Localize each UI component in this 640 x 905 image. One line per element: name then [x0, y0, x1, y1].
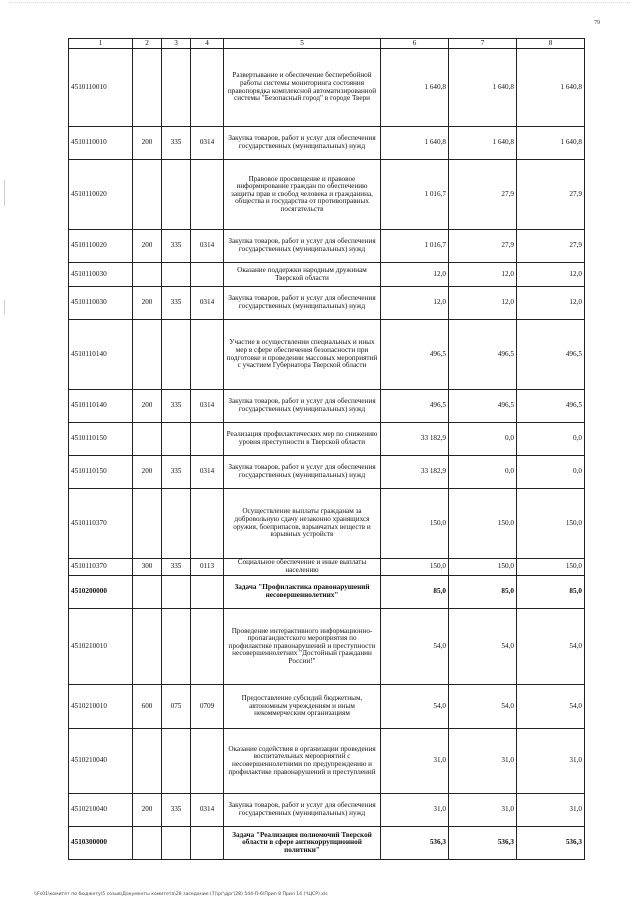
- row-vr-code: 200: [133, 390, 162, 423]
- row-code: 4510110010: [69, 49, 133, 127]
- row-rz-code: [162, 423, 191, 456]
- row-description: Предоставление субсидий бюджетным, автономным учреждениям и иным некоммерческим организациям: [224, 685, 381, 729]
- row-rz-code: 335: [162, 559, 191, 576]
- row-amount-1: 1 016,7: [381, 230, 449, 263]
- row-vr-code: [133, 320, 162, 390]
- row-vr-code: [133, 609, 162, 685]
- row-code: 4510110370: [69, 489, 133, 559]
- row-pr-code: 0314: [191, 390, 224, 423]
- row-amount-3: 496,5: [517, 390, 585, 423]
- table-row: [69, 320, 585, 390]
- row-pr-code: [191, 320, 224, 390]
- row-description: Оказание поддержки народным дружинам Тверской области: [224, 263, 381, 287]
- row-rz-code: [162, 263, 191, 287]
- row-amount-3: 1 640,8: [517, 127, 585, 160]
- row-vr-code: 600: [133, 685, 162, 729]
- row-amount-3: 0,0: [517, 423, 585, 456]
- row-amount-3: 31,0: [517, 794, 585, 827]
- table-row: [69, 827, 585, 860]
- row-pr-code: [191, 729, 224, 794]
- row-amount-2: 54,0: [449, 685, 517, 729]
- row-amount-3: 1 640,8: [517, 49, 585, 127]
- row-pr-code: 0314: [191, 127, 224, 160]
- row-code: 4510200000: [69, 576, 133, 609]
- table-row: [69, 489, 585, 559]
- column-header: 6: [381, 39, 449, 49]
- row-rz-code: [162, 729, 191, 794]
- row-description: Задача "Реализация полномочий Тверской области в сфере антикоррупционной политики": [224, 827, 381, 860]
- row-amount-1: 496,5: [381, 390, 449, 423]
- table-row: [69, 456, 585, 489]
- row-amount-3: 150,0: [517, 559, 585, 576]
- file-path-footer: \\Fs01\комитет по бюджету\5 созыв\Документы комитета\28 заседание (7)\рг\дрг(28) 544-П-6\Прил 8 Прил 14 (ЧЦСР).xls: [34, 892, 328, 897]
- row-rz-code: [162, 576, 191, 609]
- row-code: 4510110020: [69, 160, 133, 230]
- table-header-row: [69, 39, 585, 49]
- left-scan-mark: [4, 180, 5, 206]
- row-amount-2: 536,3: [449, 827, 517, 860]
- row-amount-2: 150,0: [449, 559, 517, 576]
- row-amount-2: 12,0: [449, 287, 517, 320]
- row-vr-code: 200: [133, 127, 162, 160]
- row-rz-code: [162, 609, 191, 685]
- column-header: 3: [162, 39, 191, 49]
- row-code: 4510110030: [69, 263, 133, 287]
- row-vr-code: [133, 576, 162, 609]
- row-pr-code: 0709: [191, 685, 224, 729]
- row-vr-code: 200: [133, 456, 162, 489]
- column-header: 4: [191, 39, 224, 49]
- row-rz-code: 335: [162, 127, 191, 160]
- row-description: Социальное обеспечение и иные выплаты населению: [224, 559, 381, 576]
- row-vr-code: [133, 827, 162, 860]
- column-header: 2: [133, 39, 162, 49]
- row-rz-code: [162, 320, 191, 390]
- row-amount-3: 496,5: [517, 320, 585, 390]
- table-row: [69, 263, 585, 287]
- row-amount-3: 536,3: [517, 827, 585, 860]
- table-row: [69, 423, 585, 456]
- row-code: 4510210010: [69, 685, 133, 729]
- table-row: [69, 729, 585, 794]
- row-description: Закупка товаров, работ и услуг для обеспечения государственных (муниципальных) нужд: [224, 456, 381, 489]
- row-code: 4510300000: [69, 827, 133, 860]
- row-description: Закупка товаров, работ и услуг для обеспечения государственных (муниципальных) нужд: [224, 127, 381, 160]
- row-rz-code: [162, 489, 191, 559]
- row-amount-2: 27,9: [449, 230, 517, 263]
- row-rz-code: 335: [162, 287, 191, 320]
- page-number: 79: [594, 20, 600, 26]
- column-header: 8: [517, 39, 585, 49]
- row-amount-3: 54,0: [517, 685, 585, 729]
- row-pr-code: 0113: [191, 559, 224, 576]
- table-row: [69, 230, 585, 263]
- row-pr-code: [191, 827, 224, 860]
- row-amount-3: 27,9: [517, 230, 585, 263]
- row-amount-2: 27,9: [449, 160, 517, 230]
- row-vr-code: 200: [133, 230, 162, 263]
- row-vr-code: [133, 729, 162, 794]
- table-body: [69, 49, 585, 860]
- column-header: 5: [224, 39, 381, 49]
- row-amount-2: 1 640,8: [449, 127, 517, 160]
- row-rz-code: [162, 827, 191, 860]
- row-pr-code: 0314: [191, 456, 224, 489]
- row-vr-code: [133, 49, 162, 127]
- row-pr-code: [191, 263, 224, 287]
- row-code: 4510110020: [69, 230, 133, 263]
- row-pr-code: [191, 423, 224, 456]
- column-header: 1: [69, 39, 133, 49]
- budget-table: [68, 38, 585, 860]
- row-description: Закупка товаров, работ и услуг для обеспечения государственных (муниципальных) нужд: [224, 390, 381, 423]
- row-vr-code: 200: [133, 794, 162, 827]
- row-code: 4510210040: [69, 729, 133, 794]
- row-amount-1: 33 182,9: [381, 456, 449, 489]
- row-amount-3: 85,0: [517, 576, 585, 609]
- left-scan-mark: [4, 300, 5, 314]
- column-header: 7: [449, 39, 517, 49]
- row-pr-code: [191, 576, 224, 609]
- table-row: [69, 127, 585, 160]
- row-amount-1: 31,0: [381, 729, 449, 794]
- row-amount-1: 12,0: [381, 263, 449, 287]
- row-code: 4510210040: [69, 794, 133, 827]
- row-description: Проведение интерактивного информационно-пропагандистского мероприятия по профилактике правонарушений и преступности несовершеннолетних "Достойный гражданин России!": [224, 609, 381, 685]
- row-amount-2: 1 640,8: [449, 49, 517, 127]
- table-row: [69, 287, 585, 320]
- row-code: 4510210010: [69, 609, 133, 685]
- row-vr-code: [133, 489, 162, 559]
- table-row: [69, 390, 585, 423]
- row-description: Участие в осуществлении специальных и иных мер в сфере обеспечения безопасности при подготовке и проведении массовых мероприятий с участием Губернатора Тверской области: [224, 320, 381, 390]
- row-amount-3: 0,0: [517, 456, 585, 489]
- row-amount-1: 496,5: [381, 320, 449, 390]
- row-rz-code: 335: [162, 230, 191, 263]
- row-vr-code: 300: [133, 559, 162, 576]
- row-amount-1: 536,3: [381, 827, 449, 860]
- row-amount-2: 150,0: [449, 489, 517, 559]
- table-row: [69, 49, 585, 127]
- row-pr-code: 0314: [191, 287, 224, 320]
- row-amount-2: 496,5: [449, 390, 517, 423]
- row-code: 4510110140: [69, 320, 133, 390]
- row-rz-code: 075: [162, 685, 191, 729]
- row-description: Оказание содействия в организации проведения воспитательных мероприятий с несовершеннолетними по предупреждению и профилактике правонарушений и преступлений: [224, 729, 381, 794]
- row-amount-1: 12,0: [381, 287, 449, 320]
- row-amount-3: 27,9: [517, 160, 585, 230]
- table-row: [69, 685, 585, 729]
- row-amount-2: 31,0: [449, 729, 517, 794]
- row-pr-code: 0314: [191, 230, 224, 263]
- row-amount-2: 496,5: [449, 320, 517, 390]
- row-amount-1: 150,0: [381, 489, 449, 559]
- row-amount-2: 0,0: [449, 456, 517, 489]
- top-scan-edge: [10, 2, 630, 7]
- row-description: Развертывание и обеспечение бесперебойной работы системы мониторинга состояния правопорядка комплексной автоматизированной системы "Безопасный город" в городе Твери: [224, 49, 381, 127]
- row-pr-code: [191, 489, 224, 559]
- table-row: [69, 559, 585, 576]
- row-description: Задача "Профилактика правонарушений несовершеннолетних": [224, 576, 381, 609]
- row-amount-3: 54,0: [517, 609, 585, 685]
- row-pr-code: [191, 49, 224, 127]
- table-row: [69, 576, 585, 609]
- row-code: 4510110150: [69, 456, 133, 489]
- row-pr-code: 0314: [191, 794, 224, 827]
- table-row: [69, 609, 585, 685]
- row-code: 4510110010: [69, 127, 133, 160]
- row-description: Закупка товаров, работ и услуг для обеспечения государственных (муниципальных) нужд: [224, 794, 381, 827]
- row-rz-code: 335: [162, 390, 191, 423]
- row-code: 4510110150: [69, 423, 133, 456]
- row-vr-code: [133, 423, 162, 456]
- row-amount-1: 1 640,8: [381, 127, 449, 160]
- row-code: 4510110140: [69, 390, 133, 423]
- row-rz-code: [162, 49, 191, 127]
- table-row: [69, 160, 585, 230]
- row-amount-3: 31,0: [517, 729, 585, 794]
- row-description: Закупка товаров, работ и услуг для обеспечения государственных (муниципальных) нужд: [224, 230, 381, 263]
- row-amount-1: 85,0: [381, 576, 449, 609]
- table-row: [69, 794, 585, 827]
- row-code: 4510110370: [69, 559, 133, 576]
- row-amount-2: 0,0: [449, 423, 517, 456]
- row-amount-1: 31,0: [381, 794, 449, 827]
- row-vr-code: [133, 160, 162, 230]
- row-vr-code: 200: [133, 287, 162, 320]
- row-amount-2: 12,0: [449, 263, 517, 287]
- row-pr-code: [191, 160, 224, 230]
- row-amount-1: 54,0: [381, 609, 449, 685]
- row-rz-code: 335: [162, 456, 191, 489]
- row-rz-code: [162, 160, 191, 230]
- row-description: Реализация профилактических мер по снижению уровня преступности в Тверской области: [224, 423, 381, 456]
- row-amount-1: 1 016,7: [381, 160, 449, 230]
- row-amount-3: 12,0: [517, 263, 585, 287]
- row-pr-code: [191, 609, 224, 685]
- row-rz-code: 335: [162, 794, 191, 827]
- row-amount-2: 54,0: [449, 609, 517, 685]
- row-amount-2: 31,0: [449, 794, 517, 827]
- row-amount-3: 12,0: [517, 287, 585, 320]
- row-description: Правовое просвещение и правовое информирование граждан по обеспечению защиты прав и свобод человека и гражданина, общества и государства от противоправных посягательств: [224, 160, 381, 230]
- row-amount-1: 54,0: [381, 685, 449, 729]
- row-amount-3: 150,0: [517, 489, 585, 559]
- row-amount-2: 85,0: [449, 576, 517, 609]
- row-description: Закупка товаров, работ и услуг для обеспечения государственных (муниципальных) нужд: [224, 287, 381, 320]
- row-code: 4510110030: [69, 287, 133, 320]
- row-amount-1: 1 640,8: [381, 49, 449, 127]
- row-amount-1: 33 182,9: [381, 423, 449, 456]
- row-description: Осуществление выплаты гражданам за добровольную сдачу незаконно хранящихся оружия, боеприпасов, взрывчатых веществ и взрывных устройств: [224, 489, 381, 559]
- row-amount-1: 150,0: [381, 559, 449, 576]
- row-vr-code: [133, 263, 162, 287]
